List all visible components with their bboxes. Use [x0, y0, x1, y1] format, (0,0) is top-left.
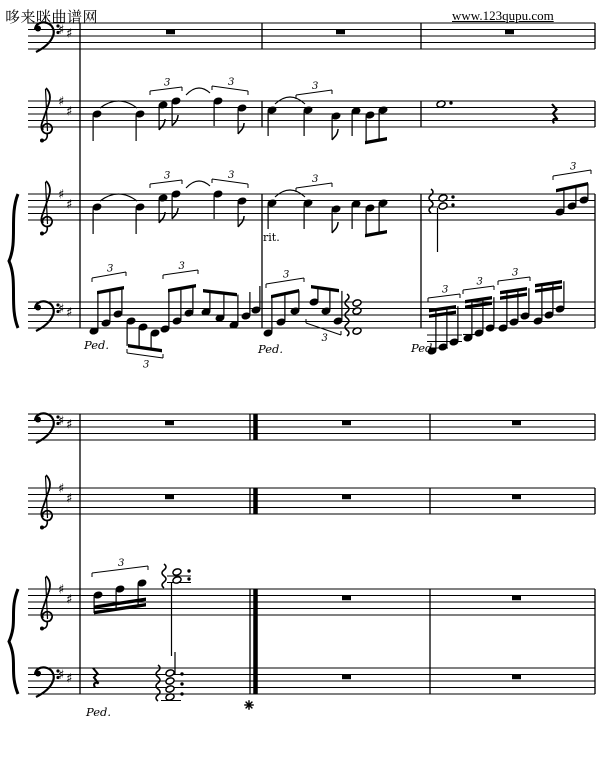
- augmentation-dot: [451, 195, 454, 198]
- arpeggio-squiggle: [156, 665, 160, 701]
- note-flag: [238, 216, 244, 227]
- tuplet-number: 3: [283, 269, 290, 281]
- sharp-sign: ♯: [66, 417, 73, 433]
- sharp-sign: ♯: [58, 582, 65, 598]
- beam: [556, 182, 588, 192]
- slur: [186, 181, 210, 188]
- note-flag: [332, 129, 338, 140]
- sharp-sign: ♯: [66, 197, 73, 213]
- beam: [203, 289, 237, 296]
- half-note-head: [165, 669, 175, 677]
- augmentation-dot: [451, 203, 454, 206]
- augmentation-dot: [187, 569, 190, 572]
- half-note-head: [438, 202, 448, 210]
- tuplet-number: 3: [570, 161, 577, 173]
- sharp-sign: ♯: [66, 26, 73, 42]
- tuplet-number: 3: [164, 170, 171, 182]
- whole-rest: [166, 30, 175, 34]
- tuplet-number: 3: [228, 77, 235, 88]
- slur: [100, 194, 137, 201]
- tuplet-number: 3: [143, 359, 150, 371]
- tuplet-number: 3: [312, 174, 319, 185]
- sharp-sign: ♯: [58, 23, 65, 38]
- beam: [128, 344, 162, 352]
- tuplet-number: 3: [107, 263, 114, 275]
- tuplet-bracket: [127, 353, 163, 358]
- note-flag: [332, 222, 338, 233]
- sharp-sign: ♯: [58, 94, 65, 110]
- sharp-sign: ♯: [66, 671, 73, 687]
- pedal-mark: Ped.: [86, 705, 112, 719]
- tuplet-number: 3: [228, 170, 235, 181]
- pedal-mark: Ped.: [411, 341, 437, 355]
- whole-rest: [342, 495, 351, 499]
- whole-rest: [512, 596, 521, 600]
- pedal-mark: Ped.: [258, 342, 284, 356]
- pedal-mark: Ped.: [84, 338, 110, 352]
- whole-rest: [342, 596, 351, 600]
- sharp-sign: ♯: [58, 414, 65, 429]
- tuplet-number: 3: [312, 81, 319, 92]
- augmentation-dot: [180, 672, 183, 675]
- treble-clef-icon: [40, 232, 44, 236]
- sharp-sign: ♯: [66, 491, 73, 507]
- tuplet-number: 3: [512, 267, 519, 279]
- note-flag: [238, 123, 244, 134]
- slur: [186, 88, 210, 95]
- quarter-rest: [93, 668, 99, 688]
- whole-rest: [342, 675, 351, 679]
- tuplet-number: 3: [164, 77, 171, 89]
- treble-clef-icon: [40, 627, 44, 631]
- system-brace: [9, 194, 18, 328]
- slur: [100, 101, 137, 108]
- system-brace: [9, 589, 18, 694]
- augmentation-dot: [180, 682, 183, 685]
- augmentation-dot: [180, 692, 183, 695]
- watermark-site-url: www.123qupu.com: [452, 8, 554, 23]
- sharp-sign: ♯: [66, 592, 73, 608]
- sharp-sign: ♯: [58, 187, 65, 203]
- whole-rest: [165, 495, 174, 499]
- tuplet-number: 3: [442, 284, 449, 296]
- half-note-head: [352, 299, 362, 307]
- sharp-sign: ♯: [66, 305, 73, 321]
- beam: [311, 285, 339, 292]
- tuplet-number: 3: [321, 333, 328, 344]
- whole-rest: [165, 421, 174, 425]
- tuplet-number: 3: [178, 261, 185, 272]
- half-note-head: [172, 568, 182, 576]
- tuplet-number: 3: [118, 558, 125, 569]
- beam: [168, 284, 196, 292]
- rit-text: rit.: [263, 231, 280, 244]
- augmentation-dot: [449, 101, 452, 104]
- tuplet-number: 3: [476, 276, 483, 288]
- half-note-head: [165, 685, 175, 693]
- whole-rest: [512, 421, 521, 425]
- whole-rest: [505, 30, 514, 34]
- beam: [365, 230, 387, 237]
- beam: [365, 137, 387, 144]
- augmentation-dot: [187, 577, 190, 580]
- arpeggio-squiggle: [162, 564, 166, 588]
- watermark-site-name: 哆来咪曲谱网: [5, 8, 99, 26]
- whole-rest: [336, 30, 345, 34]
- sharp-sign: ♯: [58, 481, 65, 497]
- whole-rest: [512, 495, 521, 499]
- whole-rest: [512, 675, 521, 679]
- sharp-sign: ♯: [58, 668, 65, 683]
- half-note-head: [165, 677, 175, 685]
- sharp-sign: ♯: [66, 104, 73, 120]
- whole-rest: [342, 421, 351, 425]
- treble-clef-icon: [40, 526, 44, 530]
- treble-clef-icon: [40, 139, 44, 143]
- sharp-sign: ♯: [58, 302, 65, 317]
